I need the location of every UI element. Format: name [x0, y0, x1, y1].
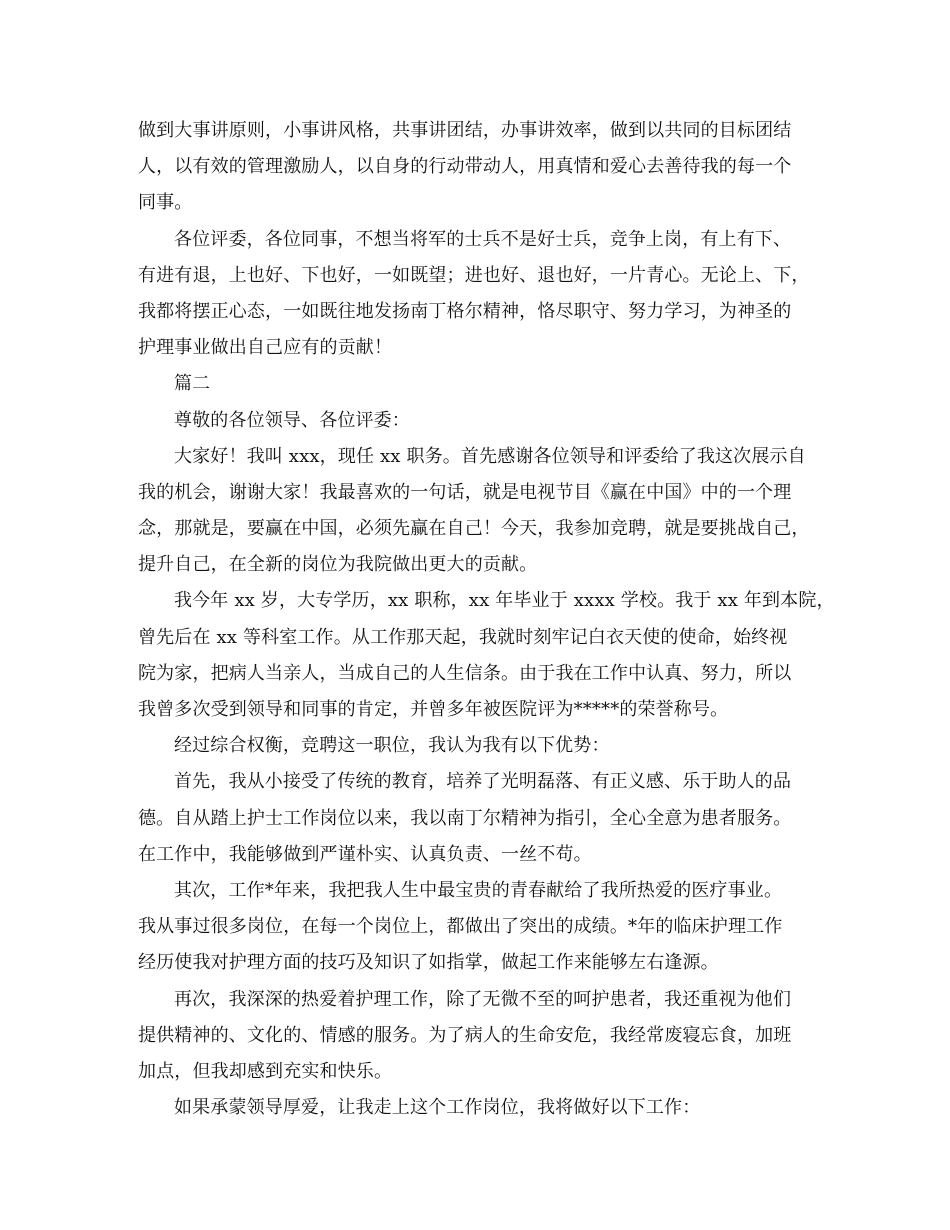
text-line: 加点，但我却感到充实和快乐。 [138, 1060, 393, 1082]
text-line: 念，那就是，要赢在中国，必须先赢在自己！今天，我参加竞聘，就是要挑战自己， [138, 518, 810, 540]
document-body [138, 113, 835, 1126]
text-line: 院为家，把病人当亲人，当成自己的人生信条。由于我在工作中认真、努力，所以 [138, 662, 792, 684]
text-line: 人，以有效的管理激励人，以自身的行动带动人，用真情和爱心去善待我的每一个 [138, 156, 792, 178]
text-line: 同事。 [138, 192, 193, 214]
text-line: 曾先后在 xx 等科室工作。从工作那天起，我就时刻牢记白衣天使的使命，始终视 [138, 626, 788, 648]
text-line: 做到大事讲原则，小事讲风格，共事讲团结，办事讲效率，做到以共同的目标团结 [138, 120, 792, 141]
text-line: 提供精神的、文化的、情感的服务。为了病人的生命安危，我经常废寝忘食，加班 [138, 1024, 792, 1046]
text-line: 尊敬的各位领导、各位评委： [174, 409, 410, 431]
text-line: 如果承蒙领导厚爱，让我走上这个工作岗位，我将做好以下工作： [174, 1097, 701, 1119]
text-line: 提升自己，在全新的岗位为我院做出更大的贡献。 [138, 554, 538, 576]
text-line: 我都将摆正心态，一如既往地发扬南丁格尔精神，恪尽职守、努力学习，为神圣的 [138, 300, 792, 322]
text-line: 经历使我对护理方面的技巧及知识了如指掌，做起工作来能够左右逢源。 [138, 952, 719, 974]
text-line: 护理事业做出自己应有的贡献！ [138, 337, 393, 359]
text-line: 我今年 xx 岁，大专学历，xx 职称，xx 年毕业于 xxxx 学校。我于 xx 年到本院， [174, 590, 835, 612]
text-line: 篇二 [174, 373, 211, 395]
text-line: 我的机会，谢谢大家！我最喜欢的一句话，就是电视节目《赢在中国》中的一个理 [138, 481, 792, 503]
text-line: 各位评委，各位同事，不想当将军的士兵不是好士兵，竞争上岗，有上有下、 [174, 228, 792, 250]
text-line: 经过综合权衡，竞聘这一职位，我认为我有以下优势： [174, 735, 610, 757]
text-line: 德。自从踏上护士工作岗位以来，我以南丁尔精神为指引，全心全意为患者服务。 [138, 807, 792, 829]
text-line: 大家好！我叫 xxx，现任 xx 职务。首先感谢各位领导和评委给了我这次展示自 [174, 445, 806, 467]
text-line: 首先，我从小接受了传统的教育，培养了光明磊落、有正义感、乐于助人的品 [174, 771, 792, 793]
text-line: 在工作中，我能够做到严谨朴实、认真负责、一丝不苟。 [138, 843, 592, 865]
text-line: 再次，我深深的热爱着护理工作，除了无微不至的呵护患者，我还重视为他们 [174, 988, 792, 1010]
text-line: 我从事过很多岗位，在每一个岗位上，都做出了突出的成绩。*年的临床护理工作 [138, 916, 783, 938]
text-line: 其次，工作*年来，我把我人生中最宝贵的青春献给了我所热爱的医疗事业。 [174, 879, 783, 901]
text-line: 我曾多次受到领导和同事的肯定，并曾多年被医院评为*****的荣誉称号。 [138, 699, 729, 720]
text-line: 有进有退，上也好、下也好，一如既望；进也好、退也好，一片青心。无论上、下， [138, 264, 810, 286]
